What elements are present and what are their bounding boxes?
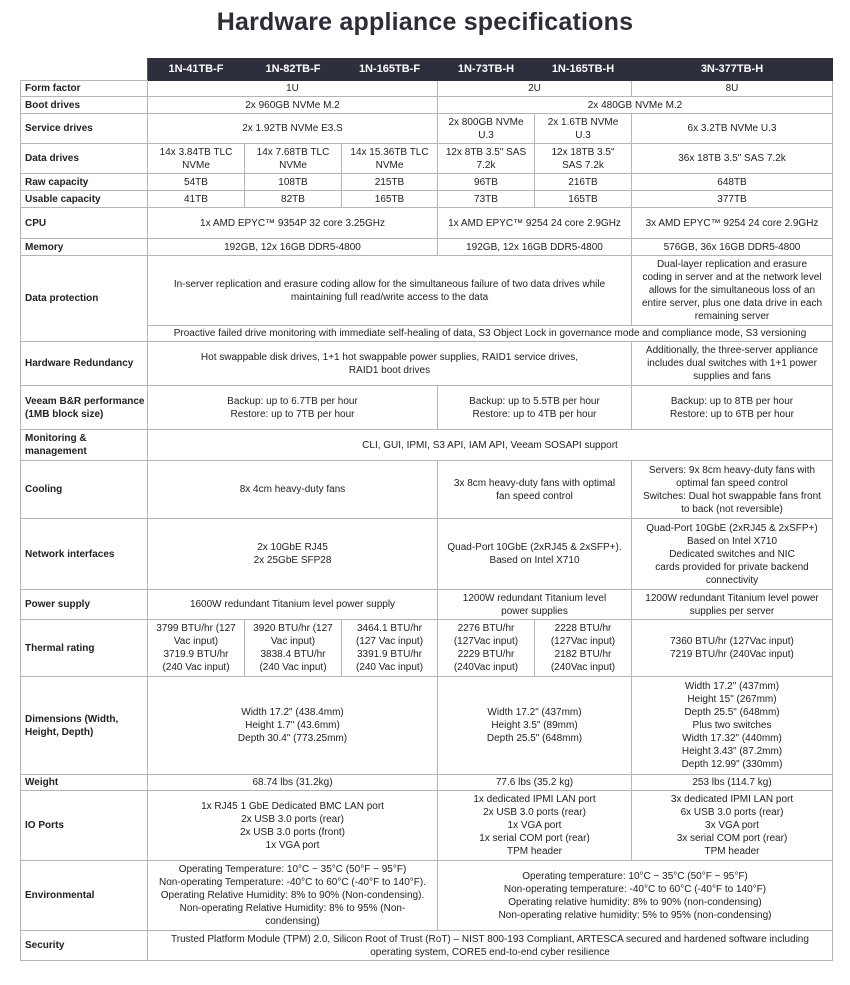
row-boot-drives	[21, 97, 833, 114]
cell: Operating temperature: 10°C ~ 35°C (50°F ~ 95°F) Non-operating temperature: -40°C to 60°C (-40°F to 140°F) Operating relative humidity: 8% to 90% (non-condensing) Non-operating relative humidity: 5% to 95% (non-condensing)	[438, 861, 833, 931]
cell: 8x 4cm heavy-duty fans	[148, 461, 438, 519]
row-label: IO Ports	[21, 791, 148, 861]
cell: 1x AMD EPYC™ 9254 24 core 2.9GHz	[438, 208, 632, 239]
cell: 54TB	[148, 174, 245, 191]
cell: 2x 800GB NVMe U.3	[438, 114, 535, 144]
cell: Dual-layer replication and erasure coding in server and at the network level allows for the simultaneous loss of an entire server, plus one data drive in each remaining server	[632, 256, 833, 326]
cell: 1x dedicated IPMI LAN port 2x USB 3.0 ports (rear) 1x VGA port 1x serial COM port (rear) TPM header	[438, 791, 632, 861]
row-label: Raw capacity	[21, 174, 148, 191]
cell: 253 lbs (114.7 kg)	[632, 775, 833, 791]
cell: 1600W redundant Titanium level power supply	[148, 590, 438, 620]
cell: Additionally, the three-server appliance includes dual switches with 1+1 power supplies and fans	[632, 342, 833, 386]
col-header-1n-41tb-f: 1N-41TB-F	[148, 59, 245, 81]
col-header-1n-82tb-f: 1N-82TB-F	[245, 59, 342, 81]
cell: 1x RJ45 1 GbE Dedicated BMC LAN port 2x USB 3.0 ports (rear) 2x USB 3.0 ports (front) 1x VGA port	[148, 791, 438, 861]
row-label: Form factor	[21, 81, 148, 97]
col-header-3n-377tb-h: 3N-377TB-H	[632, 59, 833, 81]
cell: 2x 1.6TB NVMe U.3	[535, 114, 632, 144]
cell: 3799 BTU/hr (127 Vac input) 3719.9 BTU/hr (240 Vac input)	[148, 620, 245, 677]
cell: 96TB	[438, 174, 535, 191]
cell: 3x dedicated IPMI LAN port 6x USB 3.0 ports (rear) 3x VGA port 3x serial COM port (rear) TPM header	[632, 791, 833, 861]
col-header-1n-165tb-f: 1N-165TB-F	[342, 59, 438, 81]
row-io-ports	[21, 791, 833, 861]
cell: Width 17.2" (437mm) Height 3.5" (89mm) Depth 25.5" (648mm)	[438, 677, 632, 775]
cell: Width 17.2" (438.4mm) Height 1.7" (43.6mm) Depth 30.4" (773.25mm)	[148, 677, 438, 775]
row-weight	[21, 775, 833, 791]
row-usable-capacity	[21, 191, 833, 208]
cell: 3920 BTU/hr (127 Vac input) 3838.4 BTU/hr (240 Vac input)	[245, 620, 342, 677]
row-label: CPU	[21, 208, 148, 239]
row-form-factor	[21, 81, 833, 97]
cell: Proactive failed drive monitoring with immediate self-healing of data, S3 Object Lock in governance mode and compliance mode, S3 versioning	[148, 326, 833, 342]
row-label: Environmental	[21, 861, 148, 931]
row-service-drives	[21, 114, 833, 144]
cell: 14x 3.84TB TLC NVMe	[148, 144, 245, 174]
cell: 12x 8TB 3.5" SAS 7.2k	[438, 144, 535, 174]
cell: Width 17.2" (437mm) Height 15" (267mm) Depth 25.5" (648mm) Plus two switches Width 17.32" (440mm) Height 3.43" (87.2mm) Depth 12.99" (330mm)	[632, 677, 833, 775]
cell: 2x 1.92TB NVMe E3.S	[148, 114, 438, 144]
cell: Operating Temperature: 10°C ~ 35°C (50°F ~ 95°F) Non-operating Temperature: -40°C to 60°C (-40°F to 140°F). Operating Relative Humidity: 8% to 90% (Non-condensing). Non-operating Relative Humidity: 8% to 95% (Non- condensing)	[148, 861, 438, 931]
header-blank	[21, 59, 148, 81]
cell: Quad-Port 10GbE (2xRJ45 & 2xSFP+) Based on Intel X710 Dedicated switches and NIC cards provided for private backend connectivity	[632, 519, 833, 590]
row-label: Service drives	[21, 114, 148, 144]
row-power	[21, 590, 833, 620]
cell: 2U	[438, 81, 632, 97]
row-label: Cooling	[21, 461, 148, 519]
cell: 576GB, 36x 16GB DDR5-4800	[632, 239, 833, 256]
row-raw-capacity	[21, 174, 833, 191]
cell: 36x 18TB 3.5" SAS 7.2k	[632, 144, 833, 174]
row-memory	[21, 239, 833, 256]
cell: 377TB	[632, 191, 833, 208]
row-data-drives	[21, 144, 833, 174]
cell: 3x AMD EPYC™ 9254 24 core 2.9GHz	[632, 208, 833, 239]
row-security	[21, 931, 833, 961]
row-label: Weight	[21, 775, 148, 791]
cell: 2x 10GbE RJ45 2x 25GbE SFP28	[148, 519, 438, 590]
cell: Backup: up to 6.7TB per hour Restore: up to 7TB per hour	[148, 386, 438, 430]
cell: Trusted Platform Module (TPM) 2.0, Silicon Root of Trust (RoT) – NIST 800-193 Compliant, ARTESCA secured and hardened software including operating system, CORE5 end-to-end cyber resilience	[148, 931, 833, 961]
cell: 3464.1 BTU/hr (127 Vac input) 3391.9 BTU/hr (240 Vac input)	[342, 620, 438, 677]
cell: 8U	[632, 81, 833, 97]
cell: 192GB, 12x 16GB DDR5-4800	[438, 239, 632, 256]
row-label: Security	[21, 931, 148, 961]
row-environmental	[21, 861, 833, 931]
cell: 41TB	[148, 191, 245, 208]
row-monitoring	[21, 430, 833, 461]
row-data-protection	[21, 256, 833, 326]
row-label: Dimensions (Width, Height, Depth)	[21, 677, 148, 775]
cell: 1x AMD EPYC™ 9354P 32 core 3.25GHz	[148, 208, 438, 239]
cell: 108TB	[245, 174, 342, 191]
row-dimensions	[21, 677, 833, 775]
cell: 3x 8cm heavy-duty fans with optimal fan speed control	[438, 461, 632, 519]
row-label: Thermal rating	[21, 620, 148, 677]
cell: 73TB	[438, 191, 535, 208]
row-hw-redundancy	[21, 342, 833, 386]
row-cooling	[21, 461, 833, 519]
row-label: Data protection	[21, 256, 148, 342]
col-header-1n-73tb-h: 1N-73TB-H	[438, 59, 535, 81]
cell: 2x 960GB NVMe M.2	[148, 97, 438, 114]
cell: Servers: 9x 8cm heavy-duty fans with optimal fan speed control Switches: Dual hot swappable fans front to back (not reversible)	[632, 461, 833, 519]
row-label: Network interfaces	[21, 519, 148, 590]
row-label: Veeam B&R performance (1MB block size)	[21, 386, 148, 430]
cell: 14x 7.68TB TLC NVMe	[245, 144, 342, 174]
row-label: Hardware Redundancy	[21, 342, 148, 386]
cell: Quad-Port 10GbE (2xRJ45 & 2xSFP+). Based on Intel X710	[438, 519, 632, 590]
row-veeam	[21, 386, 833, 430]
cell: 215TB	[342, 174, 438, 191]
cell: 1U	[148, 81, 438, 97]
page-title: Hardware appliance specifications	[216, 8, 634, 36]
cell: 165TB	[342, 191, 438, 208]
cell: 1200W redundant Titanium level power supplies per server	[632, 590, 833, 620]
row-network	[21, 519, 833, 590]
row-label: Memory	[21, 239, 148, 256]
cell: 216TB	[535, 174, 632, 191]
cell: 1200W redundant Titanium level power supplies	[438, 590, 632, 620]
cell: Backup: up to 5.5TB per hour Restore: up to 4TB per hour	[438, 386, 632, 430]
row-cpu	[21, 208, 833, 239]
cell: 7360 BTU/hr (127Vac input) 7219 BTU/hr (240Vac input)	[632, 620, 833, 677]
cell: Backup: up to 8TB per hour Restore: up to 6TB per hour	[632, 386, 833, 430]
cell: 14x 15.36TB TLC NVMe	[342, 144, 438, 174]
cell: 165TB	[535, 191, 632, 208]
cell: 77.6 lbs (35.2 kg)	[438, 775, 632, 791]
cell: 12x 18TB 3.5" SAS 7.2k	[535, 144, 632, 174]
row-label: Usable capacity	[21, 191, 148, 208]
header-row	[21, 59, 833, 81]
cell: 82TB	[245, 191, 342, 208]
cell: 2228 BTU/hr (127Vac input) 2182 BTU/hr (240Vac input)	[535, 620, 632, 677]
spec-table	[20, 58, 833, 961]
cell: CLI, GUI, IPMI, S3 API, IAM API, Veeam SOSAPI support	[148, 430, 833, 461]
cell: 648TB	[632, 174, 833, 191]
cell: 6x 3.2TB NVMe U.3	[632, 114, 833, 144]
row-thermal	[21, 620, 833, 677]
cell: 2x 480GB NVMe M.2	[438, 97, 833, 114]
cell: 192GB, 12x 16GB DDR5-4800	[148, 239, 438, 256]
cell: In-server replication and erasure coding allow for the simultaneous failure of two data drives while maintaining full read/write access to the data	[148, 256, 632, 326]
row-label: Monitoring & management	[21, 430, 148, 461]
cell: 68.74 lbs (31.2kg)	[148, 775, 438, 791]
col-header-1n-165tb-h: 1N-165TB-H	[535, 59, 632, 81]
cell: 2276 BTU/hr (127Vac input) 2229 BTU/hr (240Vac input)	[438, 620, 535, 677]
row-label: Boot drives	[21, 97, 148, 114]
row-label: Data drives	[21, 144, 148, 174]
row-label: Power supply	[21, 590, 148, 620]
cell: Hot swappable disk drives, 1+1 hot swappable power supplies, RAID1 service drives, RAID1 boot drives	[148, 342, 632, 386]
